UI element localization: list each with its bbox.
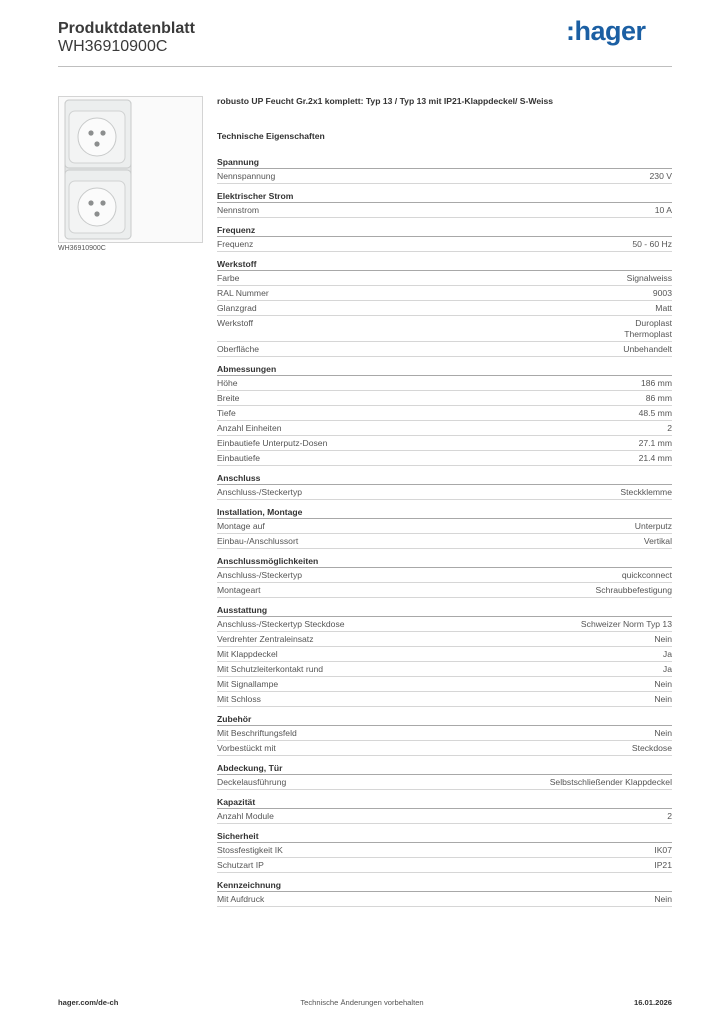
spec-group-title: Kapazität [217, 796, 672, 809]
spec-row [217, 583, 672, 598]
spec-group-title: Kennzeichnung [217, 879, 672, 892]
spec-group [217, 156, 672, 184]
spec-row [217, 741, 672, 756]
spec-value: Duroplast Thermoplast [624, 317, 672, 339]
spec-group [217, 506, 672, 549]
spec-label: Frequenz [217, 238, 254, 249]
spec-label: Anzahl Einheiten [217, 422, 282, 433]
spec-group-title: Spannung [217, 156, 672, 169]
spec-label: Anschluss-/Steckertyp [217, 569, 303, 580]
spec-label: Nennspannung [217, 170, 276, 181]
hager-logo: :hager [566, 16, 646, 46]
spec-row [217, 858, 672, 873]
spec-row [217, 647, 672, 662]
spec-label: Deckelausführung [217, 776, 287, 787]
spec-row [217, 376, 672, 391]
spec-value: 10 A [654, 204, 672, 215]
spec-value: 50 - 60 Hz [632, 238, 672, 249]
spec-value: 9003 [652, 287, 672, 298]
spec-row [217, 892, 672, 907]
spec-value: 2 [667, 422, 672, 433]
spec-value: Steckklemme [620, 486, 672, 497]
spec-group-title: Sicherheit [217, 830, 672, 843]
spec-label: Nennstrom [217, 204, 260, 215]
footer-website-link[interactable]: hager.com/de-ch [58, 998, 119, 1007]
spec-label: Anzahl Module [217, 810, 274, 821]
spec-row [217, 451, 672, 466]
spec-group-title: Werkstoff [217, 258, 672, 271]
spec-label: Tiefe [217, 407, 236, 418]
spec-row [217, 421, 672, 436]
product-code: WH36910900C [58, 38, 168, 55]
spec-group [217, 879, 672, 907]
section-heading: Technische Eigenschaften [217, 131, 325, 141]
spec-value: 86 mm [645, 392, 672, 403]
product-image [58, 96, 203, 243]
spec-row [217, 632, 672, 647]
spec-value: 2 [667, 810, 672, 821]
spec-group-title: Anschlussmöglichkeiten [217, 555, 672, 568]
spec-label: Mit Schloss [217, 693, 261, 704]
spec-value: 48.5 mm [638, 407, 672, 418]
spec-group-title: Elektrischer Strom [217, 190, 672, 203]
spec-group [217, 224, 672, 252]
spec-table [217, 156, 672, 913]
spec-value: IP21 [654, 859, 672, 870]
spec-row [217, 692, 672, 707]
spec-label: Schutzart IP [217, 859, 264, 870]
spec-value: Ja [662, 663, 672, 674]
spec-label: Höhe [217, 377, 238, 388]
spec-row [217, 662, 672, 677]
spec-row [217, 286, 672, 301]
page-title: Produktdatenblatt [58, 20, 195, 37]
spec-value: Matt [655, 302, 672, 313]
spec-value: Nein [654, 893, 672, 904]
spec-label: Einbautiefe [217, 452, 261, 463]
spec-group [217, 604, 672, 707]
spec-row [217, 568, 672, 583]
spec-row [217, 237, 672, 252]
spec-value: IK07 [654, 844, 672, 855]
spec-value: Steckdose [631, 742, 672, 753]
spec-value: Nein [654, 678, 672, 689]
spec-row [217, 677, 672, 692]
spec-label: Verdrehter Zentraleinsatz [217, 633, 314, 644]
spec-label: Mit Beschriftungsfeld [217, 727, 297, 738]
spec-label: RAL Nummer [217, 287, 269, 298]
spec-value: quickconnect [621, 569, 672, 580]
spec-value: Schweizer Norm Typ 13 [580, 618, 672, 629]
spec-label: Mit Aufdruck [217, 893, 265, 904]
spec-value: Unbehandelt [623, 343, 672, 354]
spec-group [217, 363, 672, 466]
spec-value: Nein [654, 693, 672, 704]
spec-row [217, 406, 672, 421]
spec-label: Einbautiefe Unterputz-Dosen [217, 437, 328, 448]
spec-value: Vertikal [643, 535, 672, 546]
product-description: robusto UP Feucht Gr.2x1 komplett: Typ 13 / Typ 13 mit IP21-Klappdeckel/ S-Weiss [217, 96, 554, 106]
spec-row [217, 519, 672, 534]
spec-value: Schraubbefestigung [595, 584, 672, 595]
spec-row [217, 534, 672, 549]
spec-label: Montage auf [217, 520, 265, 531]
spec-row [217, 726, 672, 741]
spec-value: Unterputz [634, 520, 672, 531]
spec-label: Oberfläche [217, 343, 260, 354]
spec-row [217, 391, 672, 406]
spec-group [217, 713, 672, 756]
header-divider [58, 66, 672, 67]
spec-label: Mit Signallampe [217, 678, 279, 689]
spec-value: 27.1 mm [638, 437, 672, 448]
spec-group-title: Abdeckung, Tür [217, 762, 672, 775]
spec-label: Stossfestigkeit IK [217, 844, 283, 855]
spec-value: 230 V [649, 170, 672, 181]
spec-label: Farbe [217, 272, 240, 283]
spec-label: Anschluss-/Steckertyp Steckdose [217, 618, 345, 629]
footer-date: 16.01.2026 [633, 998, 672, 1007]
spec-group-title: Ausstattung [217, 604, 672, 617]
spec-label: Mit Klappdeckel [217, 648, 278, 659]
spec-group [217, 472, 672, 500]
spec-group-title: Anschluss [217, 472, 672, 485]
spec-group-title: Installation, Montage [217, 506, 672, 519]
socket-illustration [59, 97, 202, 242]
spec-group-title: Zubehör [217, 713, 672, 726]
spec-row [217, 843, 672, 858]
spec-label: Glanzgrad [217, 302, 257, 313]
spec-value: Nein [654, 727, 672, 738]
spec-group [217, 830, 672, 873]
spec-value: Ja [662, 648, 672, 659]
spec-row [217, 316, 672, 342]
spec-row [217, 775, 672, 790]
spec-group-title: Abmessungen [217, 363, 672, 376]
spec-group [217, 190, 672, 218]
spec-row [217, 271, 672, 286]
spec-group [217, 796, 672, 824]
spec-value: 21.4 mm [638, 452, 672, 463]
spec-value: Nein [654, 633, 672, 644]
spec-group [217, 762, 672, 790]
spec-row [217, 436, 672, 451]
spec-label: Anschluss-/Steckertyp [217, 486, 303, 497]
spec-group [217, 258, 672, 357]
spec-row [217, 301, 672, 316]
spec-label: Vorbestückt mit [217, 742, 276, 753]
spec-value: Selbstschließender Klappdeckel [549, 776, 672, 787]
spec-row [217, 203, 672, 218]
spec-group-title: Frequenz [217, 224, 672, 237]
spec-label: Mit Schutzleiterkontakt rund [217, 663, 324, 674]
spec-label: Einbau-/Anschlussort [217, 535, 299, 546]
spec-label: Montageart [217, 584, 261, 595]
spec-group [217, 555, 672, 598]
spec-row [217, 809, 672, 824]
spec-row [217, 169, 672, 184]
spec-row [217, 617, 672, 632]
spec-label: Werkstoff [217, 317, 253, 328]
footer-note: Technische Änderungen vorbehalten [300, 998, 424, 1007]
spec-value: Signalweiss [626, 272, 672, 283]
spec-value: 186 mm [640, 377, 672, 388]
spec-row [217, 342, 672, 357]
image-caption: WH36910900C [58, 245, 106, 252]
spec-label: Breite [217, 392, 240, 403]
spec-row [217, 485, 672, 500]
